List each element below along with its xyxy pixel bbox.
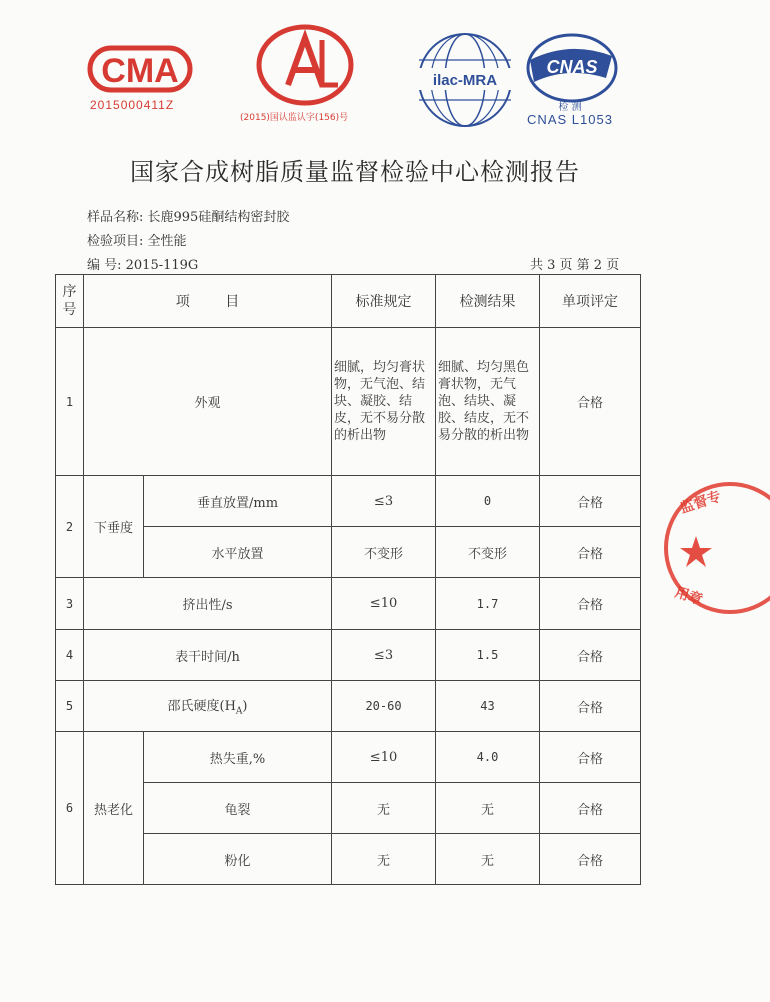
table-row	[56, 834, 641, 885]
table-row	[56, 527, 641, 578]
row-item: 龟裂	[144, 783, 332, 834]
row-standard: ≤3	[332, 476, 436, 527]
al-caption: (2015)国认监认字(156)号	[240, 113, 349, 123]
row-result: 0	[436, 476, 540, 527]
table-row	[56, 783, 641, 834]
row-standard: ≤10	[332, 578, 436, 630]
row-verdict: 合格	[540, 578, 641, 630]
row-standard: 不变形	[332, 527, 436, 578]
row-verdict: 合格	[540, 328, 641, 476]
row-result: 细腻、均匀黑色膏状物，无气泡、结块、凝胶、结皮，无不易分散的析出物	[436, 328, 540, 476]
al-logo	[230, 20, 380, 130]
row-standard: ≤10	[332, 732, 436, 783]
row-item: 表干时间/h	[84, 630, 332, 681]
cma-logo	[85, 38, 195, 118]
cma-mark-text: CMA	[101, 52, 179, 90]
row-result: 不变形	[436, 527, 540, 578]
header-seq: 序号	[56, 275, 84, 328]
row-seq: 6	[56, 732, 84, 885]
row-verdict: 合格	[540, 630, 641, 681]
row-standard: 20-60	[332, 681, 436, 732]
row-seq: 1	[56, 328, 84, 476]
table-row	[56, 328, 641, 476]
row-result: 无	[436, 834, 540, 885]
row-standard: 无	[332, 783, 436, 834]
report-number: 编 号: 2015-119G	[87, 258, 199, 273]
row-item: 邵氏硬度$(H_A)$	[84, 681, 332, 732]
seal-stamp-icon	[660, 478, 770, 618]
row-verdict: 合格	[540, 732, 641, 783]
row-verdict: 合格	[540, 681, 641, 732]
cnas-mark-text: CNAS	[546, 57, 598, 77]
row-standard: 无	[332, 834, 436, 885]
table-row	[56, 578, 641, 630]
cnas-code: CNAS L1053	[527, 112, 613, 127]
ilac-mark-text: ilac-MRA	[432, 72, 498, 89]
table-row	[56, 732, 641, 783]
cma-logo-mark	[85, 38, 195, 98]
row-result: 无	[436, 783, 540, 834]
results-table	[55, 274, 641, 885]
row-verdict: 合格	[540, 527, 641, 578]
sample-name: 样品名称: 长鹿995硅酮结构密封胶	[87, 210, 290, 225]
row-item: 挤出性/s	[84, 578, 332, 630]
row-verdict: 合格	[540, 783, 641, 834]
svg-text:用章: 用章	[672, 584, 705, 609]
table-header-row	[56, 275, 641, 328]
al-logo-mark	[230, 20, 380, 105]
cnas-logo-mark	[520, 30, 620, 105]
row-item: 垂直放置/mm	[144, 476, 332, 527]
row-item: 水平放置	[144, 527, 332, 578]
row-verdict: 合格	[540, 834, 641, 885]
ilac-globe-icon	[415, 30, 515, 130]
row-seq: 5	[56, 681, 84, 732]
row-seq: 2	[56, 476, 84, 578]
table-row	[56, 681, 641, 732]
row-result: 4.0	[436, 732, 540, 783]
row-seq: 4	[56, 630, 84, 681]
header-result: 检测结果	[436, 275, 540, 328]
row-group: 热老化	[84, 732, 144, 885]
row-result: 1.7	[436, 578, 540, 630]
report-title: 国家合成树脂质量监督检验中心检测报告	[130, 158, 580, 186]
row-result: 43	[436, 681, 540, 732]
row-item: 外观	[84, 328, 332, 476]
header-item: 项 目	[84, 275, 332, 328]
svg-text:监督专: 监督专	[678, 488, 724, 517]
header-standard: 标准规定	[332, 275, 436, 328]
table-row	[56, 476, 641, 527]
row-verdict: 合格	[540, 476, 641, 527]
inspection-seal	[660, 478, 724, 618]
header-verdict: 单项评定	[540, 275, 641, 328]
cnas-sub: 检 测	[558, 102, 582, 113]
cnas-logo	[520, 30, 620, 130]
test-items: 检验项目: 全性能	[87, 234, 187, 249]
table-row	[56, 630, 641, 681]
row-group: 下垂度	[84, 476, 144, 578]
cma-number: 2015000411Z	[90, 98, 175, 112]
row-result: 1.5	[436, 630, 540, 681]
row-seq: 3	[56, 578, 84, 630]
row-standard: ≤3	[332, 630, 436, 681]
row-standard: 细腻，均匀膏状物，无气泡、结块、凝胶、结皮，无不易分散的析出物	[332, 328, 436, 476]
row-item: 热失重,%	[144, 732, 332, 783]
ilac-mra-logo	[415, 30, 515, 130]
page-indicator: 共 3 页 第 2 页	[530, 258, 620, 273]
row-item: 粉化	[144, 834, 332, 885]
